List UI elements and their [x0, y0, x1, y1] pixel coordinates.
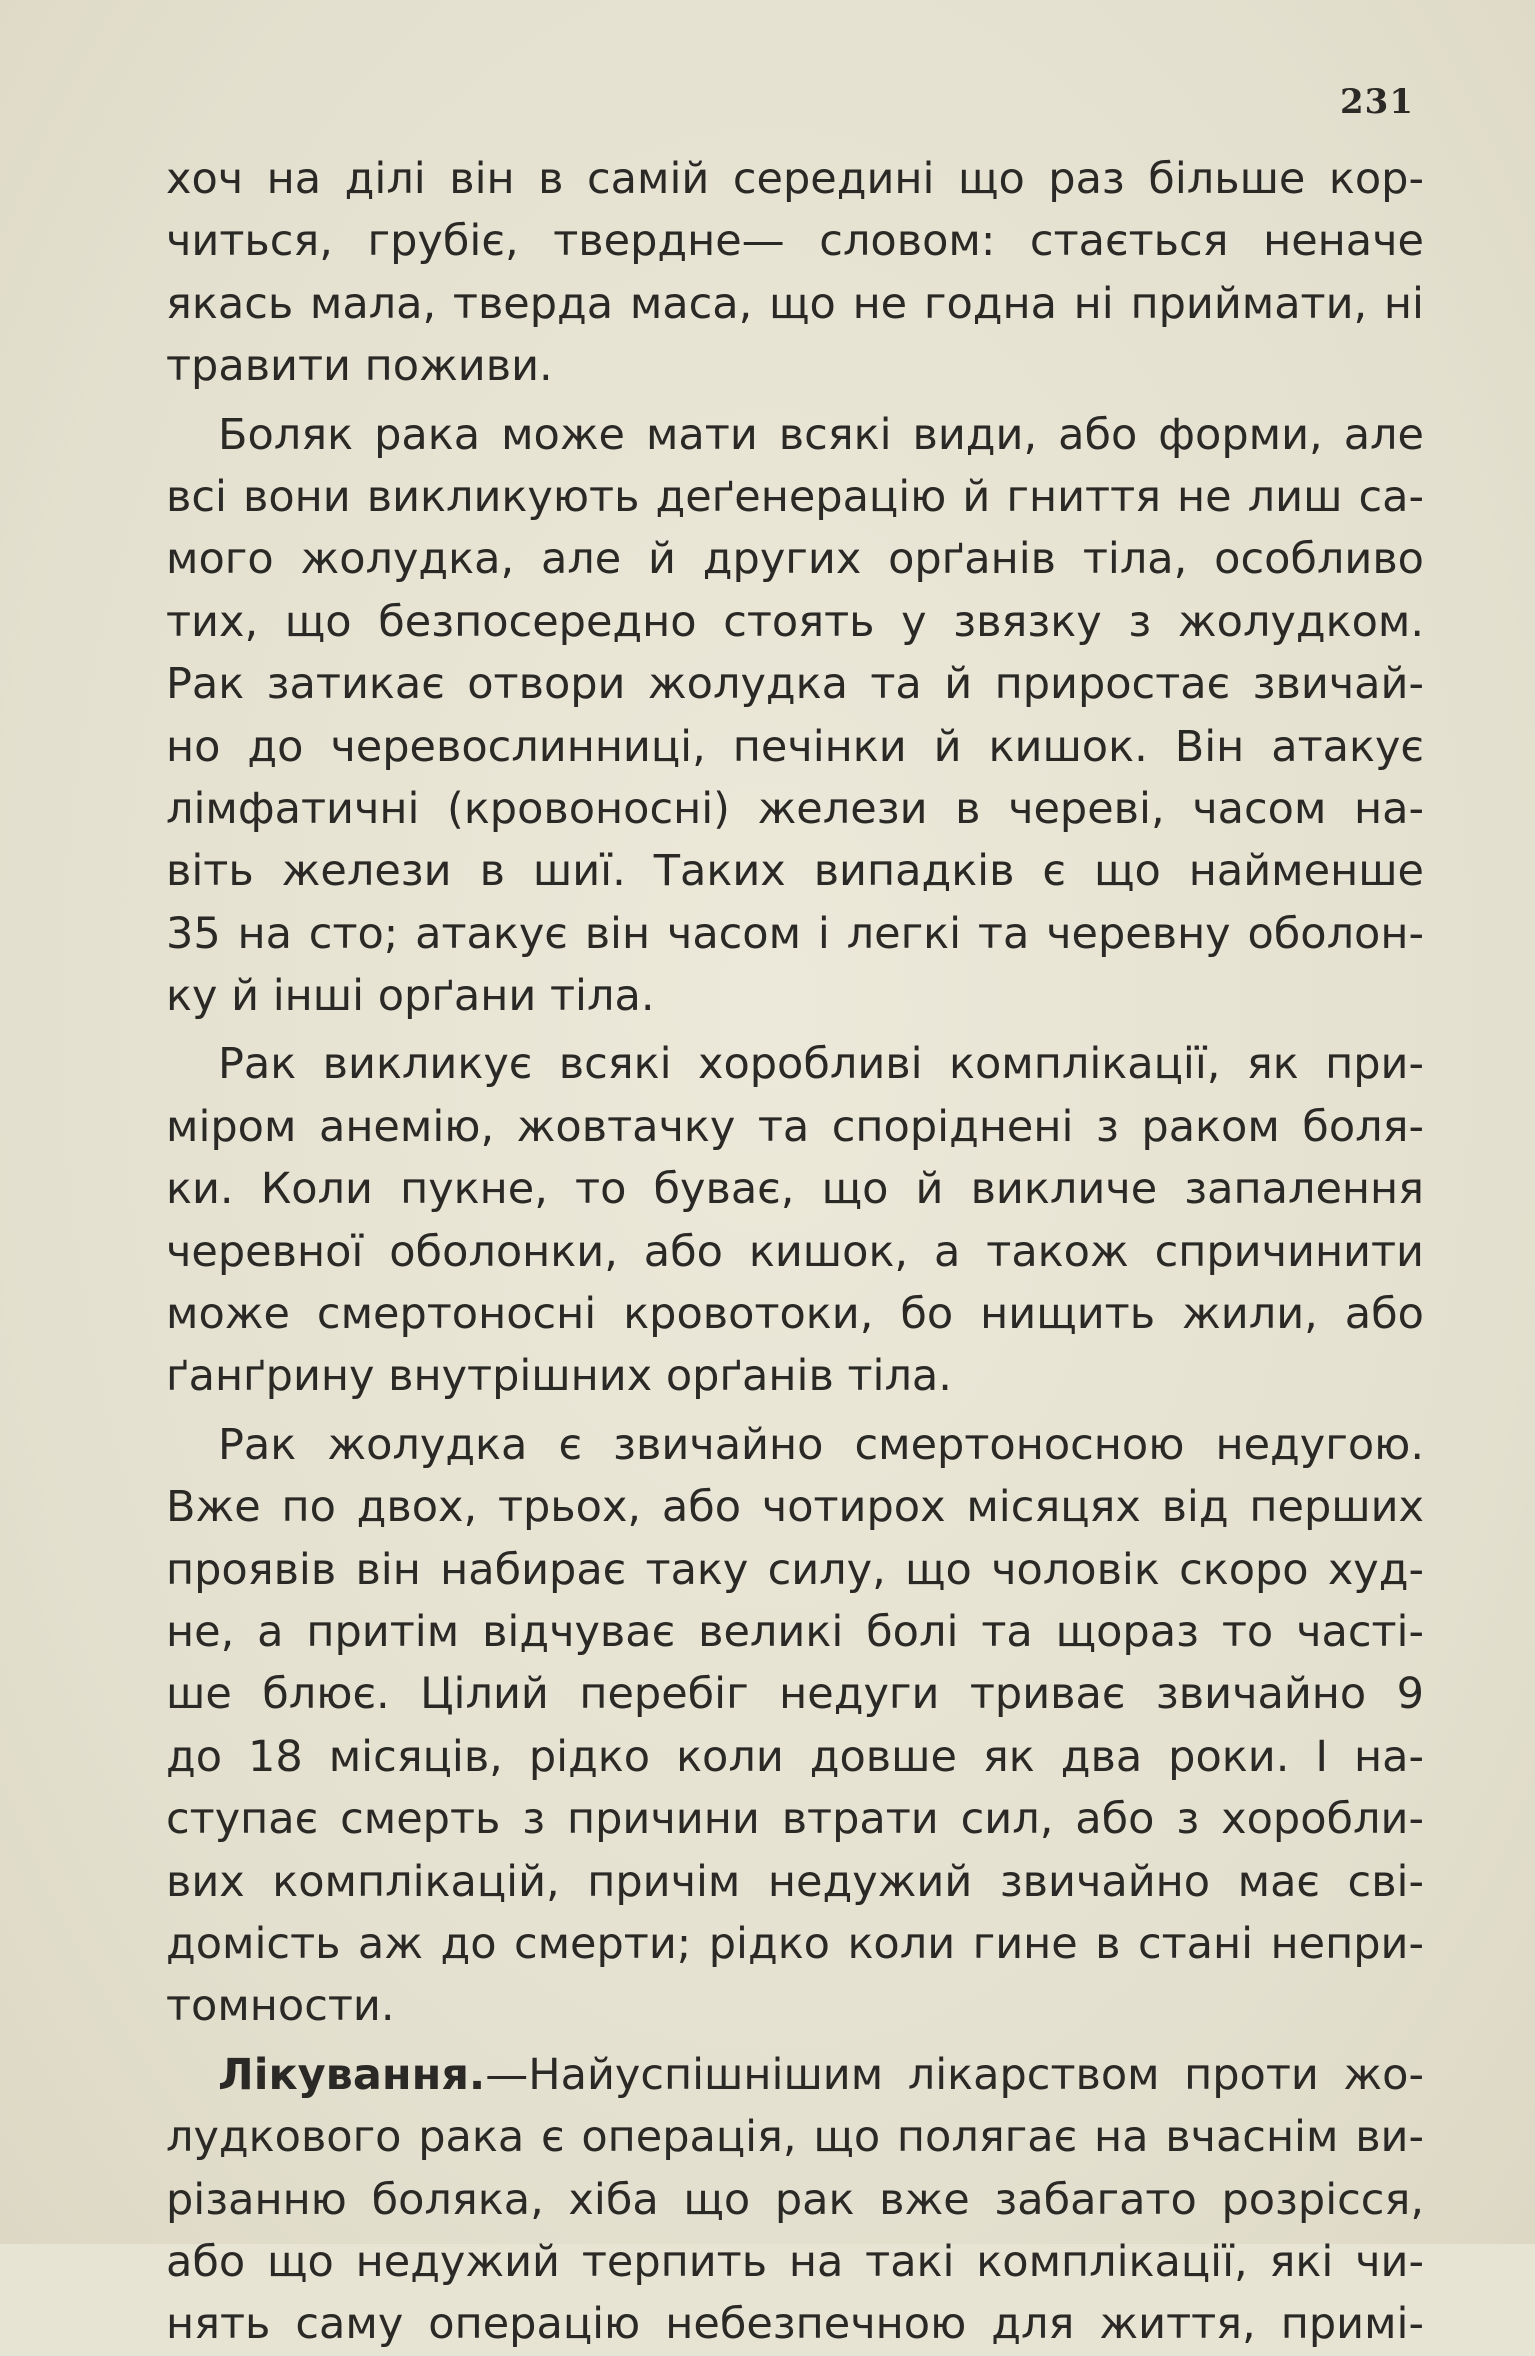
text-line: Рак викликує всякі хоробливі комплікації, як при- — [218, 1039, 1424, 1090]
text-line: но до черевослинниці, печінки й кишок. Він атакує — [166, 721, 1424, 772]
text-line: хоч на ділі він в самій середині що раз більше кор- — [166, 154, 1424, 204]
text-line: читься, грубіє, твердне— словом: стається неначе — [166, 216, 1424, 267]
text-line: томности. — [166, 1981, 395, 2032]
text-line: тих, що безпосередно стоять у звязку з жолудком. — [166, 596, 1424, 647]
text-line: якась мала, тверда маса, що не годна ні приймати, ні — [166, 278, 1424, 329]
text-line: ки. Коли пукне, то буває, що й викличе запалення — [166, 1164, 1424, 1215]
text-line: ступає смерть з причини втрати сил, або з хоробли- — [166, 1794, 1424, 1845]
text-line: віть желези в шиї. Таких випадків є що найменше — [166, 846, 1424, 897]
text-line: ґанґрину внутрішних орґанів тіла. — [166, 1351, 952, 1402]
text-line: черевної оболонки, або кишок, а також спричинити — [166, 1226, 1424, 1277]
text-line: ше блює. Цілий перебіг недуги триває звичайно 9 — [166, 1669, 1424, 1720]
paragraph-3 — [166, 1033, 1424, 1407]
body-text — [166, 148, 1424, 2356]
text-line-rest: —Найуспішнішим лікарством проти жо- — [485, 2049, 1424, 2100]
text-line: Боляк рака може мати всякі види, або форми, але — [218, 409, 1424, 460]
text-line — [166, 2044, 1424, 2106]
text-line: не, а притім відчуває великі болі та щораз то часті- — [166, 1606, 1424, 1657]
text-line: різанню боляка, хіба що рак вже забагато розрісся, — [166, 2174, 1424, 2225]
text-line: домість аж до смерти; рідко коли гине в стані непри- — [166, 1918, 1424, 1969]
text-line: проявів він набирає таку силу, що чоловік скоро худ- — [166, 1544, 1424, 1595]
text-line: мого жолудка, але й других орґанів тіла, особливо — [166, 534, 1424, 585]
paragraph-1 — [166, 148, 1424, 398]
text-line: лудкового рака є операція, що полягає на вчаснім ви- — [166, 2112, 1424, 2163]
paragraph-4 — [166, 1414, 1424, 2038]
text-line: всі вони викликують деґенерацію й гниття не лиш са- — [166, 471, 1424, 522]
text-line: Вже по двох, трьох, або чотирох місяцях від перших — [166, 1482, 1424, 1533]
text-line: лімфатичні (кровоносні) желези в череві, часом на- — [166, 783, 1424, 834]
text-line: ку й інші орґани тіла. — [166, 971, 655, 1022]
page-number: 231 — [1340, 82, 1414, 122]
text-line: вих комплікацій, причім недужий звичайно має сві- — [166, 1856, 1424, 1907]
text-line: Рак затикає отвори жолудка та й приростає звичай- — [166, 659, 1424, 710]
text-line: Рак жолудка є звичайно смертоносною недугою. — [218, 1419, 1424, 1470]
text-line: або що недужий терпить на такі комплікації, які чи- — [166, 2236, 1424, 2287]
paragraph-5 — [166, 2044, 1424, 2356]
text-line: 35 на сто; атакує він часом і легкі та черевну оболон- — [166, 908, 1424, 959]
text-line: може смертоносні кровотоки, бо нищить жили, або — [166, 1289, 1424, 1340]
text-line: нять саму операцію небезпечною для життя, примі- — [166, 2299, 1424, 2350]
section-heading: Лікування. — [218, 2049, 486, 2100]
text-line: міром анемію, жовтачку та споріднені з раком боля- — [166, 1101, 1424, 1152]
text-line: травити поживи. — [166, 341, 553, 392]
text-line: до 18 місяців, рідко коли довше як два роки. І на- — [166, 1731, 1424, 1782]
paragraph-2 — [166, 404, 1424, 1028]
